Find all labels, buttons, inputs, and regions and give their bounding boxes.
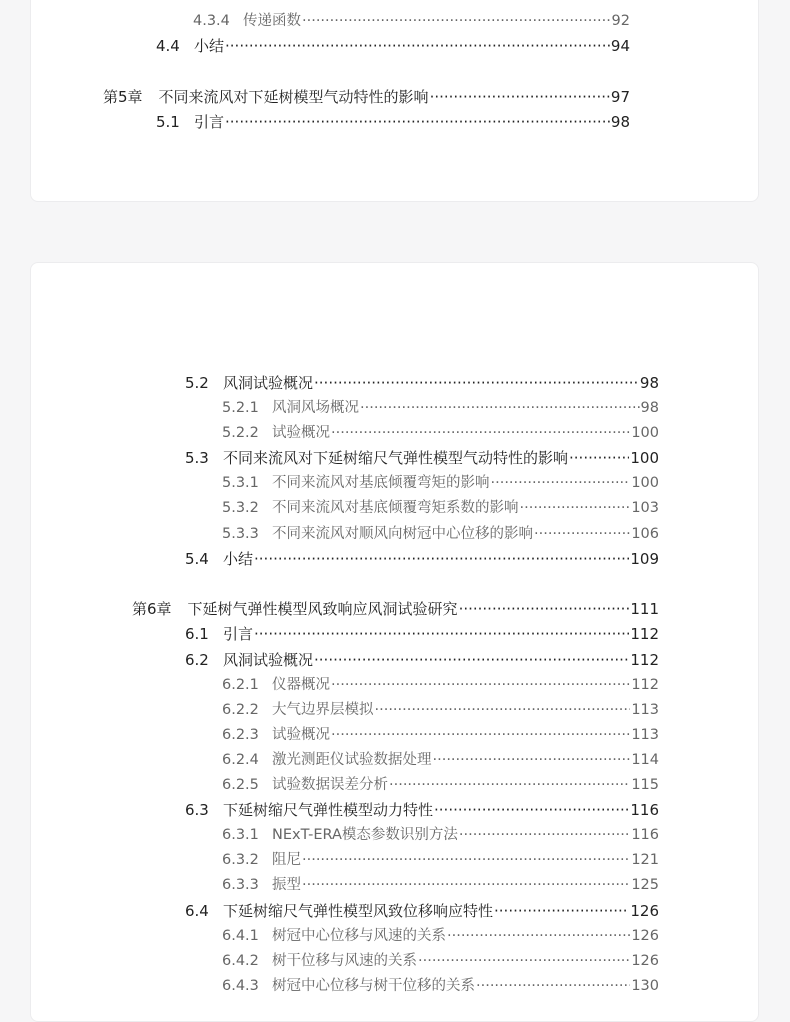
toc-entry-title: 风洞风场概况: [272, 400, 359, 416]
toc-entry-title: 大气边界层模拟: [272, 702, 374, 718]
toc-entry-page: 106: [631, 526, 659, 542]
toc-entry-title: 树冠中心位移与树干位移的关系: [272, 978, 475, 994]
toc-entry-page: 98: [639, 374, 659, 392]
leader-dots: [254, 622, 629, 646]
toc-chapter-entry[interactable]: [103, 85, 630, 109]
toc-entry-number: 第5章: [103, 88, 143, 106]
toc-entry-title: 试验概况: [272, 425, 330, 441]
toc-entry[interactable]: [222, 673, 659, 697]
toc-entry-page: 116: [631, 827, 659, 843]
toc-page-card-2: [30, 262, 759, 1022]
toc-entry-number: 4.3.4: [193, 13, 230, 29]
leader-dots: [331, 421, 630, 445]
toc-entry[interactable]: [222, 974, 659, 998]
toc-entry[interactable]: [222, 873, 659, 897]
toc-entry-page: 112: [630, 651, 659, 669]
toc-entry-title: 树冠中心位移与风速的关系: [272, 928, 446, 944]
leader-dots: [331, 673, 630, 697]
toc-entry[interactable]: [222, 924, 659, 948]
toc-entry-page: 103: [631, 500, 659, 516]
toc-entry[interactable]: [185, 899, 659, 923]
toc-entry-title: NExT-ERA模态参数识别方法: [272, 827, 458, 843]
toc-entry-number: 5.3.3: [222, 526, 259, 542]
toc-entry-title: 风洞试验概况: [223, 651, 314, 669]
toc-entry-number: 6.4.1: [222, 928, 259, 944]
toc-entry[interactable]: [193, 9, 630, 33]
toc-entry-page: 126: [631, 953, 659, 969]
toc-entry-title: 不同来流风对基底倾覆弯矩系数的影响: [272, 500, 519, 516]
toc-entry-page: 113: [631, 727, 659, 743]
toc-entry[interactable]: [222, 396, 659, 420]
toc-entry-title: 引言: [223, 625, 254, 643]
toc-entry[interactable]: [185, 622, 659, 646]
toc-entry-title: 下延树气弹性模型风致响应风洞试验研究: [187, 600, 458, 618]
toc-entry-title: 试验数据误差分析: [272, 777, 388, 793]
toc-entry[interactable]: [222, 823, 659, 847]
toc-entry-number: 5.3: [185, 449, 209, 467]
toc-entry-number: 6.2.1: [222, 677, 259, 693]
toc-entry-title: 阻尼: [272, 852, 301, 868]
toc-entry-number: 6.4.3: [222, 978, 259, 994]
leader-dots: [225, 34, 610, 58]
toc-entry-title: 小结: [223, 550, 254, 568]
toc-entry-number: 6.1: [185, 625, 209, 643]
toc-entry[interactable]: [185, 547, 659, 571]
toc-entry[interactable]: [222, 773, 659, 797]
toc-entry[interactable]: [222, 949, 659, 973]
leader-dots: [534, 522, 630, 546]
toc-entry[interactable]: [222, 723, 659, 747]
toc-entry-number: 5.3.1: [222, 475, 259, 491]
toc-entry-number: 5.2.2: [222, 425, 259, 441]
toc-entry-page: 126: [631, 928, 659, 944]
toc-entry-title: 树干位移与风速的关系: [272, 953, 417, 969]
leader-dots: [254, 547, 629, 571]
toc-entry-page: 111: [630, 600, 659, 618]
toc-entry-title: 不同来流风对下延树缩尺气弹性模型气动特性的影响: [223, 449, 569, 467]
toc-entry-page: 112: [630, 625, 659, 643]
toc-entry[interactable]: [222, 698, 659, 722]
toc-entry-title: 下延树缩尺气弹性模型动力特性: [223, 801, 434, 819]
toc-entry-number: 5.2: [185, 374, 209, 392]
toc-entry-number: 6.4.2: [222, 953, 259, 969]
toc-entry[interactable]: [156, 34, 630, 58]
toc-entry-title: 试验概况: [272, 727, 330, 743]
toc-entry-number: 6.2.2: [222, 702, 259, 718]
toc-entry-number: 5.4: [185, 550, 209, 568]
toc-entry-title: 不同来流风对基底倾覆弯矩的影响: [272, 475, 490, 491]
toc-entry-page: 98: [640, 400, 659, 416]
toc-entry-title: 振型: [272, 877, 301, 893]
toc-entry[interactable]: [222, 522, 659, 546]
leader-dots: [375, 698, 631, 722]
leader-dots: [430, 85, 610, 109]
toc-entry[interactable]: [222, 421, 659, 445]
leader-dots: [459, 823, 630, 847]
leader-dots: [476, 974, 630, 998]
toc-entry-number: 6.3: [185, 801, 209, 819]
toc-entry-title: 引言: [194, 113, 225, 131]
toc-entry-page: 115: [631, 777, 659, 793]
toc-entry-page: 121: [631, 852, 659, 868]
toc-entry[interactable]: [222, 748, 659, 772]
toc-entry-page: 130: [631, 978, 659, 994]
toc-entry-number: 6.2.4: [222, 752, 259, 768]
toc-entry-number: 6.4: [185, 902, 209, 920]
toc-entry-number: 4.4: [156, 37, 180, 55]
toc-entry-number: 6.3.3: [222, 877, 259, 893]
toc-entry-title: 仪器概况: [272, 677, 330, 693]
leader-dots: [569, 446, 629, 470]
leader-dots: [331, 723, 630, 747]
toc-entry[interactable]: [185, 446, 659, 470]
toc-entry-page: 100: [631, 475, 659, 491]
toc-entry[interactable]: [222, 471, 659, 495]
leader-dots: [447, 924, 630, 948]
toc-entry-page: 100: [630, 449, 659, 467]
toc-entry-page: 94: [610, 37, 630, 55]
toc-entry-number: 6.2.3: [222, 727, 259, 743]
toc-entry-page: 114: [631, 752, 659, 768]
toc-entry-page: 100: [631, 425, 659, 441]
toc-entry[interactable]: [185, 648, 659, 672]
leader-dots: [494, 899, 629, 923]
toc-entry-number: 6.3.2: [222, 852, 259, 868]
toc-entry-page: 125: [631, 877, 659, 893]
toc-entry[interactable]: [185, 371, 659, 395]
leader-dots: [491, 471, 631, 495]
leader-dots: [314, 648, 629, 672]
toc-entry-page: 112: [631, 677, 659, 693]
leader-dots: [459, 597, 630, 621]
toc-entry-page: 109: [630, 550, 659, 568]
toc-entry-page: 113: [631, 702, 659, 718]
toc-chapter-entry[interactable]: [132, 597, 659, 621]
toc-entry-title: 激光测距仪试验数据处理: [272, 752, 432, 768]
toc-entry-page: 126: [630, 902, 659, 920]
toc-entry[interactable]: [156, 110, 630, 134]
toc-entry-number: 6.2: [185, 651, 209, 669]
toc-entry-number: 5.1: [156, 113, 180, 131]
toc-entry[interactable]: [185, 798, 659, 822]
toc-entry[interactable]: [222, 848, 659, 872]
leader-dots: [434, 798, 629, 822]
leader-dots: [418, 949, 630, 973]
toc-entry-number: 5.2.1: [222, 400, 259, 416]
toc-page-card-1: [30, 0, 759, 202]
leader-dots: [302, 873, 630, 897]
toc-entry-number: 6.3.1: [222, 827, 259, 843]
toc-entry-page: 116: [630, 801, 659, 819]
toc-entry-number: 6.2.5: [222, 777, 259, 793]
leader-dots: [389, 773, 630, 797]
toc-entry-title: 风洞试验概况: [223, 374, 314, 392]
leader-dots: [314, 371, 639, 395]
leader-dots: [520, 496, 631, 520]
toc-entry-title: 传递函数: [243, 13, 301, 29]
leader-dots: [360, 396, 640, 420]
toc-entry[interactable]: [222, 496, 659, 520]
toc-entry-title: 小结: [194, 37, 225, 55]
leader-dots: [302, 848, 630, 872]
toc-entry-title: 不同来流风对下延树模型气动特性的影响: [158, 88, 429, 106]
toc-entry-page: 98: [610, 113, 630, 131]
toc-entry-page: 92: [611, 13, 630, 29]
toc-entry-number: 第6章: [132, 600, 172, 618]
leader-dots: [433, 748, 631, 772]
toc-entry-title: 不同来流风对顺风向树冠中心位移的影响: [272, 526, 533, 542]
leader-dots: [302, 9, 611, 33]
toc-entry-page: 97: [610, 88, 630, 106]
leader-dots: [225, 110, 610, 134]
toc-entry-title: 下延树缩尺气弹性模型风致位移响应特性: [223, 902, 494, 920]
toc-entry-number: 5.3.2: [222, 500, 259, 516]
